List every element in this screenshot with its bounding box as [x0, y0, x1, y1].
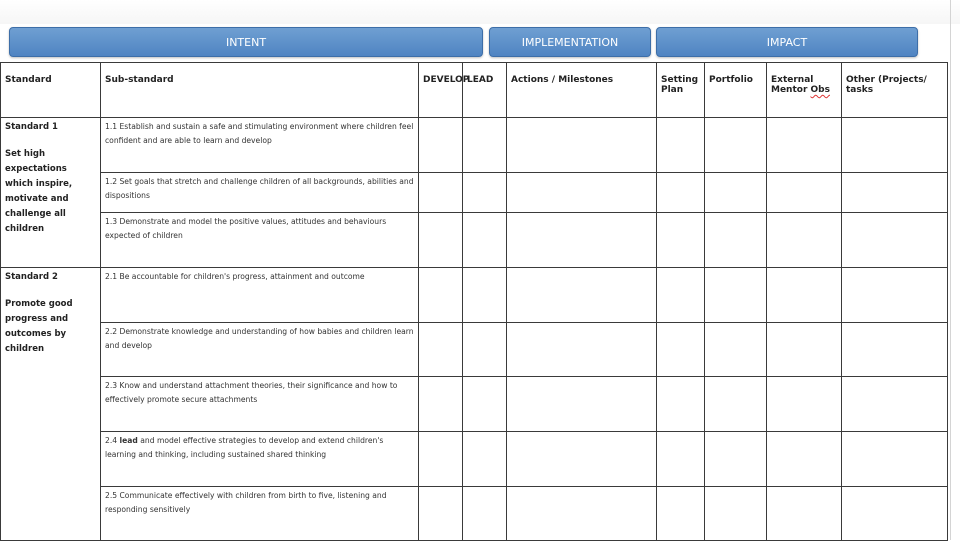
impact-header	[656, 27, 918, 57]
table-row	[1, 268, 948, 323]
develop-cell	[419, 268, 463, 323]
col-external-mentor-suffix: Obs	[810, 85, 830, 95]
standard-title: Standard 2	[5, 272, 58, 282]
substandard-cell: 1.1 Establish and sustain a safe and stimulating environment where children feel confident and are able to learn and develop	[101, 118, 419, 173]
standard-description: Set high expectations which inspire, motivate and challenge all children	[5, 149, 73, 234]
actions-cell	[507, 118, 657, 173]
implementation-header-label: IMPLEMENTATION	[521, 35, 619, 49]
substandard-text: and model effective strategies to develop and extend children's learning and thinking, including sustained shared thinking	[105, 436, 384, 459]
portfolio-cell	[705, 323, 767, 377]
develop-cell	[419, 377, 463, 432]
lead-cell	[463, 268, 507, 323]
other-cell	[842, 487, 948, 541]
standard-title: Standard 1	[5, 122, 58, 132]
external-mentor-cell	[767, 268, 842, 323]
col-standard: Standard	[1, 63, 101, 118]
other-cell	[842, 323, 948, 377]
lead-cell	[463, 487, 507, 541]
other-cell	[842, 268, 948, 323]
portfolio-cell	[705, 213, 767, 268]
portfolio-cell	[705, 118, 767, 173]
col-substandard: Sub-standard	[101, 63, 419, 118]
develop-cell	[419, 487, 463, 541]
external-mentor-cell	[767, 377, 842, 432]
table-row	[1, 213, 948, 268]
develop-cell	[419, 432, 463, 487]
top-band	[0, 0, 960, 24]
col-lead: LEAD	[463, 63, 507, 118]
table-row	[1, 377, 948, 432]
actions-cell	[507, 268, 657, 323]
develop-cell	[419, 173, 463, 213]
actions-cell	[507, 377, 657, 432]
col-external-mentor-prefix: External Mentor	[771, 75, 814, 95]
standard-cell	[1, 118, 101, 268]
substandard-cell: 2.2 Demonstrate knowledge and understanding of how babies and children learn and develop	[101, 323, 419, 377]
intent-header-label: INTENT	[225, 35, 267, 49]
col-develop: DEVELOP	[419, 63, 463, 118]
other-cell	[842, 213, 948, 268]
standard-description: Promote good progress and outcomes by children	[5, 299, 73, 354]
develop-cell	[419, 213, 463, 268]
col-setting-plan: Setting Plan	[657, 63, 705, 118]
setting-plan-cell	[657, 377, 705, 432]
actions-cell	[507, 432, 657, 487]
col-external-mentor	[767, 63, 842, 118]
setting-plan-cell	[657, 323, 705, 377]
substandard-cell: 1.3 Demonstrate and model the positive values, attitudes and behaviours expected of children	[101, 213, 419, 268]
table-row	[1, 487, 948, 541]
other-cell	[842, 173, 948, 213]
table-header-row	[1, 63, 948, 118]
substandard-cell: 1.2 Set goals that stretch and challenge children of all backgrounds, abilities and dispositions	[101, 173, 419, 213]
lead-cell	[463, 213, 507, 268]
setting-plan-cell	[657, 487, 705, 541]
develop-cell	[419, 118, 463, 173]
substandard-bold-word: lead	[119, 436, 138, 445]
substandard-cell: 2.5 Communicate effectively with children from birth to five, listening and responding sensitively	[101, 487, 419, 541]
portfolio-cell	[705, 268, 767, 323]
table-row	[1, 173, 948, 213]
col-actions: Actions / Milestones	[507, 63, 657, 118]
external-mentor-cell	[767, 118, 842, 173]
intent-header	[9, 27, 483, 57]
setting-plan-cell	[657, 118, 705, 173]
lead-cell	[463, 173, 507, 213]
substandard-number: 2.4	[105, 436, 120, 445]
implementation-header	[489, 27, 651, 57]
table-row	[1, 432, 948, 487]
external-mentor-cell	[767, 432, 842, 487]
page-right-border	[950, 0, 951, 540]
substandard-cell: 2.1 Be accountable for children's progress, attainment and outcome	[101, 268, 419, 323]
portfolio-cell	[705, 377, 767, 432]
actions-cell	[507, 487, 657, 541]
impact-header-label: IMPACT	[766, 35, 808, 49]
col-other: Other (Projects/ tasks	[842, 63, 948, 118]
actions-cell	[507, 173, 657, 213]
lead-cell	[463, 118, 507, 173]
col-portfolio: Portfolio	[705, 63, 767, 118]
standards-table	[0, 62, 948, 541]
external-mentor-cell	[767, 323, 842, 377]
setting-plan-cell	[657, 173, 705, 213]
external-mentor-cell	[767, 213, 842, 268]
portfolio-cell	[705, 173, 767, 213]
actions-cell	[507, 213, 657, 268]
table-row	[1, 118, 948, 173]
lead-cell	[463, 323, 507, 377]
other-cell	[842, 432, 948, 487]
portfolio-cell	[705, 432, 767, 487]
external-mentor-cell	[767, 487, 842, 541]
substandard-cell: 2.3 Know and understand attachment theories, their significance and how to effectively promote secure attachments	[101, 377, 419, 432]
substandard-cell	[101, 432, 419, 487]
other-cell	[842, 377, 948, 432]
standard-cell	[1, 268, 101, 541]
lead-cell	[463, 432, 507, 487]
setting-plan-cell	[657, 213, 705, 268]
setting-plan-cell	[657, 268, 705, 323]
lead-cell	[463, 377, 507, 432]
other-cell	[842, 118, 948, 173]
table-row	[1, 323, 948, 377]
portfolio-cell	[705, 487, 767, 541]
external-mentor-cell	[767, 173, 842, 213]
develop-cell	[419, 323, 463, 377]
actions-cell	[507, 323, 657, 377]
setting-plan-cell	[657, 432, 705, 487]
